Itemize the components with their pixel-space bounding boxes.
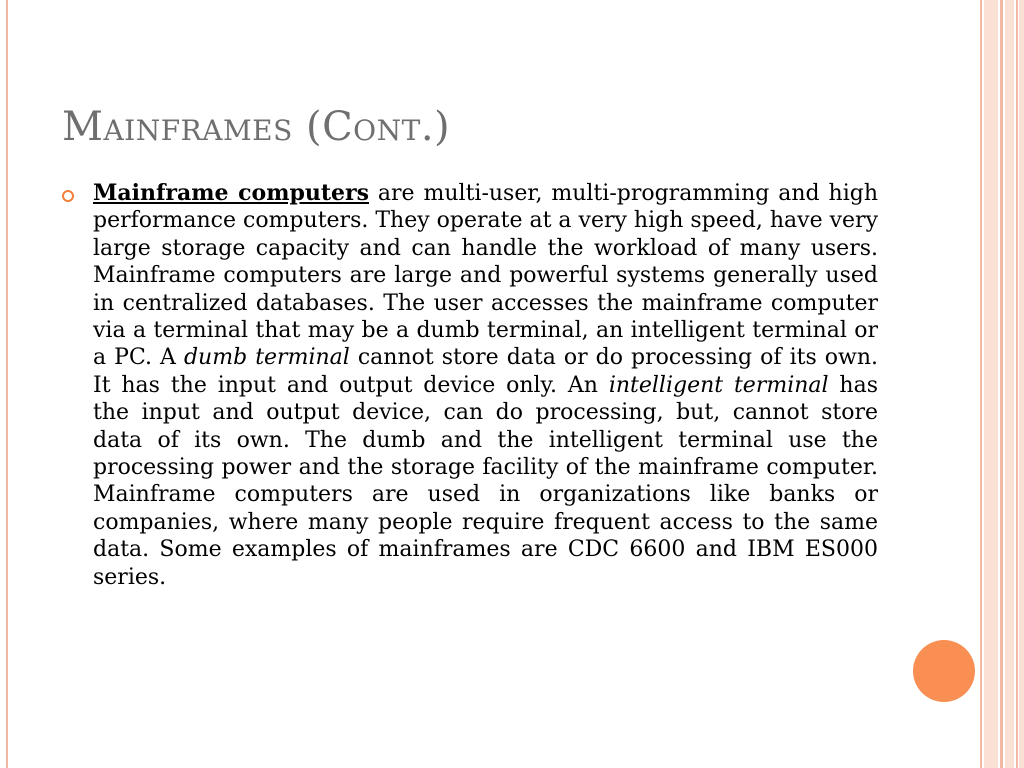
stripe: [1019, 0, 1024, 768]
right-decorative-stripes: [980, 0, 1024, 768]
bullet-item: [62, 180, 878, 591]
stripe: [1000, 0, 1003, 768]
bullet-italic-term: dumb terminal: [183, 345, 350, 371]
decorative-orange-circle: [913, 640, 975, 702]
bullet-text-part: has the input and output device, can do processing, but, cannot store data of its own. The dumb and the intelligent terminal use the processing power and the storage facility of the mainframe computer. Mainframe computers are used in organizations like banks or companies, where many people require frequent access to the same data. Some examples of mainframes are CDC 6600 and IBM ES000 series.: [93, 372, 878, 590]
bullet-circle-icon: [62, 190, 74, 202]
stripe: [980, 0, 982, 768]
bullet-text: [93, 180, 878, 591]
stripe: [1005, 0, 1014, 768]
slide-title: Mainframes (Cont.): [62, 104, 451, 150]
bullet-term: Mainframe computers: [93, 180, 369, 206]
stripe: [1016, 0, 1018, 768]
bullet-italic-term: intelligent terminal: [608, 372, 829, 398]
left-border-line: [6, 0, 8, 768]
bullet-text-part: cannot store data or do processing of its own. It has the input and output device only. An: [93, 345, 879, 398]
stripe: [984, 0, 998, 768]
bullet-text-part: are multi-user, multi-programming and high performance computers. They operate at a very high speed, have very large storage capacity and can handle the workload of many users. Mainframe computers are large and powerful systems generally used in centralized databases. The user accesses the mainframe computer via a terminal that may be a dumb terminal, an intelligent terminal or a PC. A: [93, 181, 878, 371]
